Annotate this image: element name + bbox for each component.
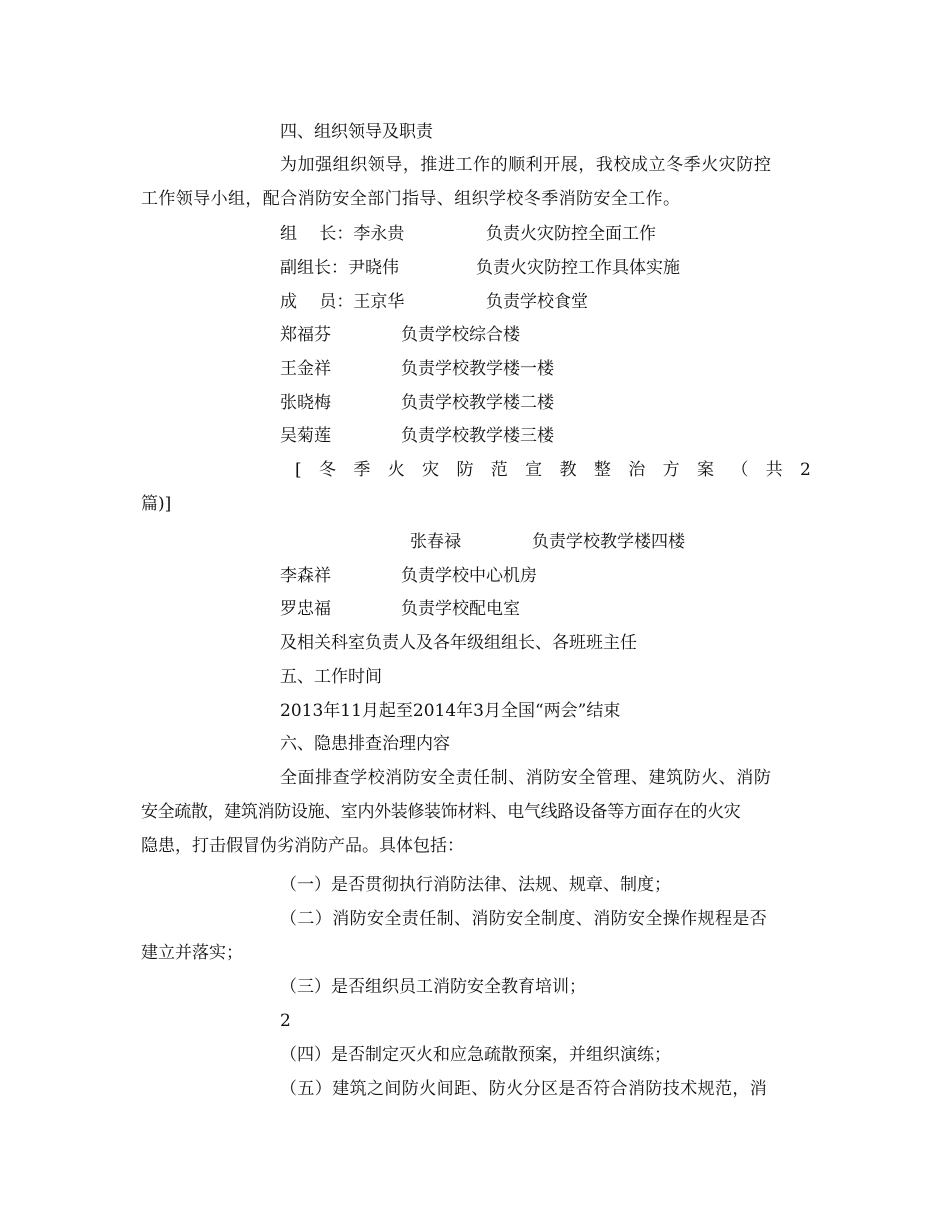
member-duty: 负责学校教学楼四楼 — [532, 532, 685, 552]
deputy-duty: 负责火灾防控工作具体实施 — [476, 258, 680, 278]
leader-role: 组 长：李永贵 — [280, 224, 405, 244]
section-4-heading: 四、组织领导及职责 — [280, 122, 433, 142]
section-6-paragraph-line-3: 隐患，打击假冒伪劣消防产品。具体包括： — [141, 836, 464, 856]
section-6-heading: 六、隐患排查治理内容 — [280, 734, 450, 754]
member-duty: 负责学校综合楼 — [401, 325, 520, 345]
banner-char: 防 — [456, 460, 474, 480]
banner-char: 整 — [593, 460, 611, 480]
section-4-intro-line-1: 为加强组织领导，推进工作的顺利开展，我校成立冬季火灾防控 — [280, 155, 772, 175]
check-item-5: （五）建筑之间防火间距、防火分区是否符合消防技术规范，消 — [280, 1079, 768, 1099]
other-members: 及相关科室负责人及各年级组组长、各班班主任 — [280, 633, 637, 653]
document-title-banner — [295, 458, 811, 482]
work-period: 2013年11月起至2014年3月全国“两会”结束 — [280, 701, 621, 721]
member-name: 张晓梅 — [280, 393, 331, 413]
member-duty: 负责学校教学楼二楼 — [401, 393, 554, 413]
banner-char: 宣 — [525, 460, 543, 480]
member-name: 张春禄 — [410, 532, 461, 552]
member-name: 李森祥 — [280, 566, 331, 586]
banner-char: 范 — [490, 460, 508, 480]
member-duty: 负责学校教学楼一楼 — [401, 359, 554, 379]
leader-duty: 负责火灾防控全面工作 — [486, 224, 656, 244]
deputy-role: 副组长：尹晓伟 — [280, 258, 399, 278]
section-4-intro-line-2: 工作领导小组，配合消防安全部门指导、组织学校冬季消防安全工作。 — [141, 189, 681, 209]
section-6-paragraph-line-1: 全面排查学校消防安全责任制、消防安全管理、建筑防火、消防 — [280, 768, 772, 788]
banner-char: 灾 — [422, 460, 440, 480]
banner-char: 2 — [800, 460, 811, 480]
check-item-3: （三）是否组织员工消防安全教育培训； — [280, 977, 586, 997]
banner-char: 教 — [559, 460, 577, 480]
section-6-paragraph-line-2: 安全疏散，建筑消防设施、室内外装修装饰材料、电气线路设备等方面存在的火灾 — [141, 802, 741, 822]
banner-char: 火 — [387, 460, 405, 480]
check-item-2-line-2: 建立并落实； — [141, 943, 243, 963]
member-duty: 负责学校配电室 — [401, 599, 520, 619]
member-duty: 负责学校教学楼三楼 — [401, 426, 554, 446]
member-name: 罗忠福 — [280, 599, 331, 619]
check-item-4: （四）是否制定灭火和应急疏散预案，并组织演练； — [280, 1045, 671, 1065]
member-name: 郑福芬 — [280, 325, 331, 345]
banner-char: [ — [295, 460, 302, 480]
member-duty: 负责学校中心机房 — [401, 566, 537, 586]
member-role: 成 员：王京华 — [280, 292, 405, 312]
banner-char: 案 — [696, 460, 714, 480]
check-item-2-line-1: （二）消防安全责任制、消防安全制度、消防安全操作规程是否 — [280, 909, 768, 929]
banner-char: 冬 — [319, 460, 336, 480]
banner-char: 治 — [628, 460, 646, 480]
page-number: 2 — [280, 1011, 291, 1031]
member-name: 吴菊莲 — [280, 426, 331, 446]
document-title-banner-tail: 篇)] — [141, 494, 172, 514]
section-5-heading: 五、工作时间 — [280, 667, 382, 687]
banner-char: 方 — [662, 460, 680, 480]
banner-char: 季 — [353, 460, 371, 480]
check-item-1: （一）是否贯彻执行消防法律、法规、规章、制度； — [280, 875, 671, 895]
member-duty: 负责学校食堂 — [486, 292, 588, 312]
member-name: 王金祥 — [280, 359, 331, 379]
banner-char: 共 — [765, 460, 783, 480]
banner-char: （ — [731, 460, 749, 480]
